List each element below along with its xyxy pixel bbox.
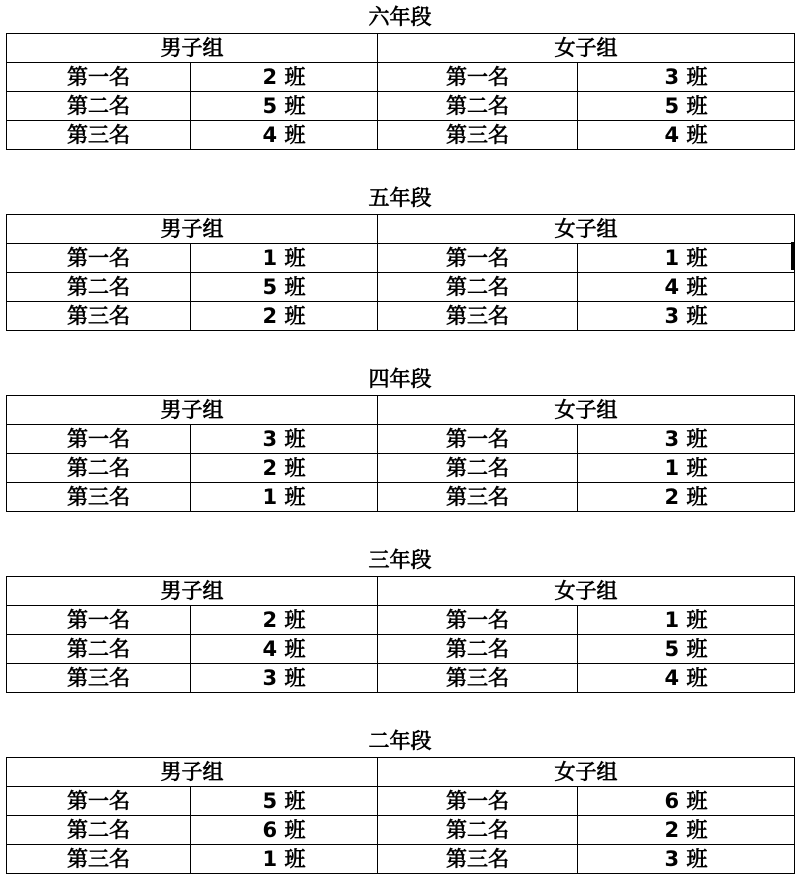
- girls-rank-label: 第三名: [378, 845, 578, 874]
- girls-rank-class: 1 班: [578, 606, 795, 635]
- boys-rank-label: 第三名: [7, 664, 191, 693]
- grade-title: 二年段: [368, 729, 432, 753]
- girls-rank-label: 第二名: [378, 273, 578, 302]
- table-row: [7, 664, 795, 693]
- table-row: [7, 302, 795, 331]
- girls-rank-label: 第一名: [378, 244, 578, 273]
- girls-rank-class: 6 班: [578, 787, 795, 816]
- girls-rank-class: 2 班: [578, 816, 795, 845]
- girls-group-header: 女子组: [378, 396, 795, 425]
- boys-rank-label: 第一名: [7, 244, 191, 273]
- girls-rank-label: 第三名: [378, 664, 578, 693]
- results-table: [6, 214, 795, 331]
- girls-rank-class: 3 班: [578, 425, 795, 454]
- boys-rank-class: 2 班: [191, 454, 378, 483]
- girls-rank-label: 第三名: [378, 121, 578, 150]
- results-table: [6, 757, 795, 874]
- girls-rank-label: 第三名: [378, 483, 578, 512]
- boys-rank-label: 第三名: [7, 121, 191, 150]
- girls-rank-class: 2 班: [578, 483, 795, 512]
- boys-rank-class: 5 班: [191, 92, 378, 121]
- girls-rank-label: 第一名: [378, 425, 578, 454]
- boys-group-header: 男子组: [7, 396, 378, 425]
- boys-rank-class: 4 班: [191, 121, 378, 150]
- boys-group-header: 男子组: [7, 215, 378, 244]
- table-row: [7, 787, 795, 816]
- boys-rank-class: 3 班: [191, 425, 378, 454]
- results-table: [6, 33, 795, 150]
- grade-title: 六年段: [368, 5, 432, 29]
- boys-group-header: 男子组: [7, 577, 378, 606]
- boys-rank-class: 1 班: [191, 244, 378, 273]
- table-row: [7, 425, 795, 454]
- boys-rank-class: 2 班: [191, 606, 378, 635]
- girls-group-header: 女子组: [378, 758, 795, 787]
- girls-rank-label: 第二名: [378, 92, 578, 121]
- boys-group-header: 男子组: [7, 34, 378, 63]
- girls-group-header: 女子组: [378, 34, 795, 63]
- table-row: [7, 483, 795, 512]
- group-header-row: [7, 215, 795, 244]
- table-row: [7, 92, 795, 121]
- grade-title: 四年段: [368, 367, 432, 391]
- girls-rank-class: 3 班: [578, 302, 795, 331]
- boys-rank-label: 第一名: [7, 606, 191, 635]
- boys-rank-label: 第二名: [7, 92, 191, 121]
- girls-rank-label: 第二名: [378, 816, 578, 845]
- table-row: [7, 845, 795, 874]
- boys-rank-label: 第二名: [7, 454, 191, 483]
- table-row: [7, 635, 795, 664]
- girls-group-header: 女子组: [378, 577, 795, 606]
- group-header-row: [7, 34, 795, 63]
- boys-rank-class: 1 班: [191, 483, 378, 512]
- grade-title: 三年段: [368, 548, 432, 572]
- boys-rank-class: 6 班: [191, 816, 378, 845]
- boys-rank-label: 第一名: [7, 787, 191, 816]
- girls-rank-class: 4 班: [578, 121, 795, 150]
- girls-rank-class: 5 班: [578, 92, 795, 121]
- boys-rank-class: 4 班: [191, 635, 378, 664]
- table-row: [7, 816, 795, 845]
- girls-rank-label: 第一名: [378, 606, 578, 635]
- girls-rank-label: 第三名: [378, 302, 578, 331]
- table-row: [7, 121, 795, 150]
- girls-rank-class: 1 班: [578, 244, 795, 273]
- boys-rank-label: 第一名: [7, 63, 191, 92]
- girls-rank-class: 4 班: [578, 273, 795, 302]
- boys-rank-label: 第三名: [7, 483, 191, 512]
- boys-rank-label: 第三名: [7, 845, 191, 874]
- boys-rank-label: 第三名: [7, 302, 191, 331]
- group-header-row: [7, 577, 795, 606]
- group-header-row: [7, 396, 795, 425]
- boys-rank-label: 第二名: [7, 635, 191, 664]
- boys-rank-class: 1 班: [191, 845, 378, 874]
- boys-rank-class: 3 班: [191, 664, 378, 693]
- girls-rank-class: 4 班: [578, 664, 795, 693]
- girls-rank-label: 第二名: [378, 454, 578, 483]
- table-row: [7, 454, 795, 483]
- boys-rank-label: 第二名: [7, 816, 191, 845]
- girls-rank-label: 第一名: [378, 63, 578, 92]
- table-row: [7, 606, 795, 635]
- girls-group-header: 女子组: [378, 215, 795, 244]
- girls-rank-class: 3 班: [578, 845, 795, 874]
- table-row: [7, 63, 795, 92]
- results-table: [6, 576, 795, 693]
- boys-rank-class: 5 班: [191, 787, 378, 816]
- boys-rank-class: 2 班: [191, 302, 378, 331]
- girls-rank-class: 1 班: [578, 454, 795, 483]
- girls-rank-label: 第一名: [378, 787, 578, 816]
- boys-rank-label: 第一名: [7, 425, 191, 454]
- group-header-row: [7, 758, 795, 787]
- table-row: [7, 244, 795, 273]
- boys-rank-class: 5 班: [191, 273, 378, 302]
- results-table: [6, 395, 795, 512]
- text-cursor: [791, 242, 795, 270]
- grade-title: 五年段: [368, 186, 432, 210]
- boys-rank-label: 第二名: [7, 273, 191, 302]
- table-row: [7, 273, 795, 302]
- girls-rank-label: 第二名: [378, 635, 578, 664]
- girls-rank-class: 5 班: [578, 635, 795, 664]
- boys-rank-class: 2 班: [191, 63, 378, 92]
- boys-group-header: 男子组: [7, 758, 378, 787]
- girls-rank-class: 3 班: [578, 63, 795, 92]
